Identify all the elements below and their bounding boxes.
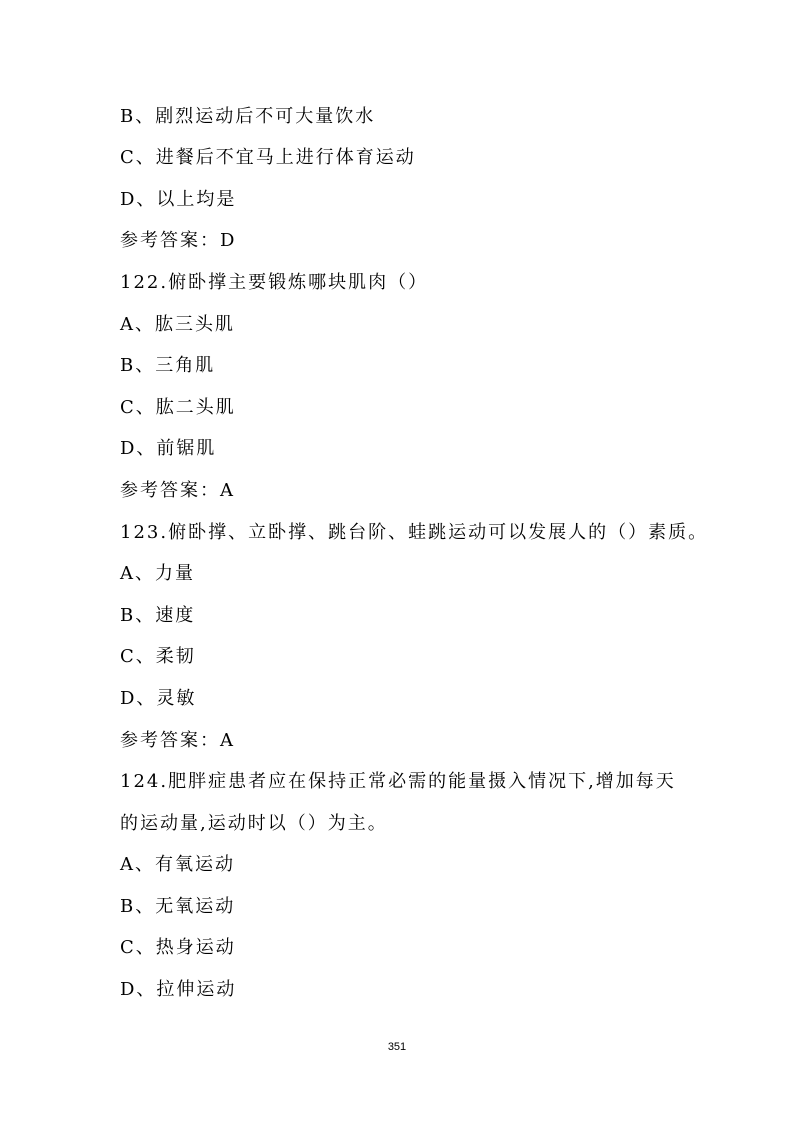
option-a-line: A、肱三头肌 xyxy=(120,314,235,335)
answer-line: 参考答案：A xyxy=(120,480,235,501)
page-number: 351 xyxy=(387,1041,407,1053)
answer-line: 参考答案：D xyxy=(120,230,237,251)
answer-line: 参考答案：A xyxy=(120,730,235,751)
option-b-line: B、速度 xyxy=(120,605,196,626)
option-c-line: C、热身运动 xyxy=(120,937,236,958)
option-d-line: D、拉伸运动 xyxy=(120,979,237,1000)
option-a-line: A、有氧运动 xyxy=(120,854,235,875)
question-124-continuation: 的运动量,运动时以（）为主。 xyxy=(120,813,388,834)
question-124: 124.肥胖症患者应在保持正常必需的能量摄入情况下,增加每天 xyxy=(120,771,676,792)
question-123: 123.俯卧撑、立卧撑、跳台阶、蛙跳运动可以发展人的（）素质。 xyxy=(120,522,709,543)
option-d-line: D、灵敏 xyxy=(120,688,197,709)
option-b-line: B、无氧运动 xyxy=(120,896,236,917)
option-d-line: D、前锯肌 xyxy=(120,438,217,459)
question-122: 122.俯卧撑主要锻炼哪块肌肉（） xyxy=(120,272,429,293)
option-d-line: D、以上均是 xyxy=(120,189,237,210)
option-b-line: B、剧烈运动后不可大量饮水 xyxy=(120,106,376,127)
option-c-line: C、进餐后不宜马上进行体育运动 xyxy=(120,147,416,168)
option-a-line: A、力量 xyxy=(120,563,195,584)
option-b-line: B、三角肌 xyxy=(120,355,216,376)
option-c-line: C、肱二头肌 xyxy=(120,397,236,418)
option-c-line: C、柔韧 xyxy=(120,646,196,667)
